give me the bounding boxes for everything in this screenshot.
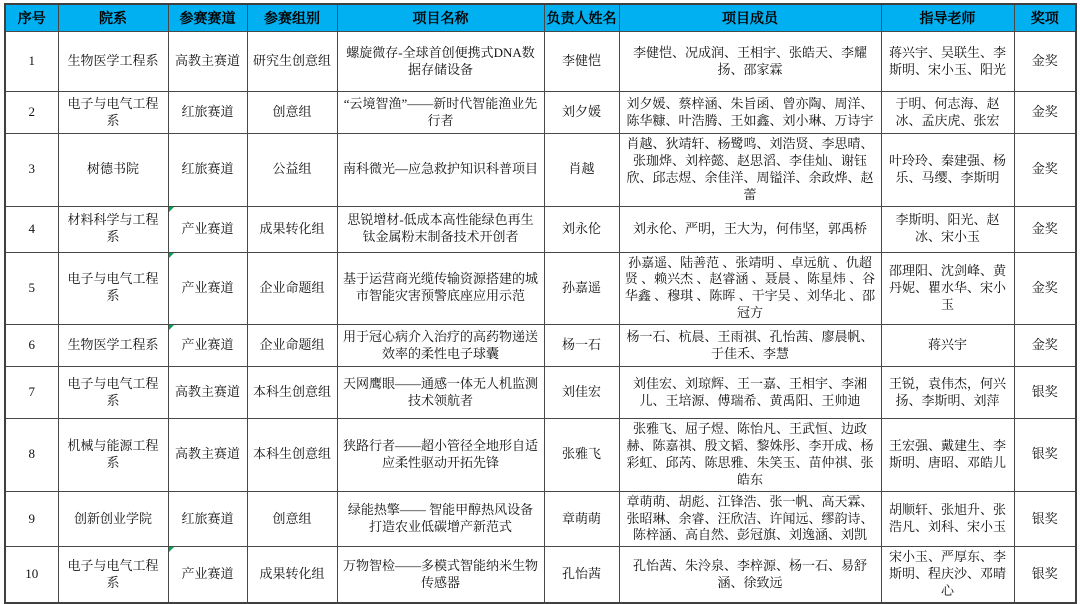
cell-award[interactable]: 银奖 [1014, 491, 1076, 547]
cell-members[interactable]: 章萌萌、胡彪、江锋浩、张一帆、高天霖、张昭琳、余睿、汪欣洁、许闻远、缪韵诗、陈梓涵、高自然、彭冠旗、刘逸涵、刘凯 [619, 491, 881, 547]
column-header-award[interactable]: 奖项 [1014, 4, 1076, 32]
cell-leader[interactable]: 张雅飞 [544, 419, 619, 492]
cell-award[interactable]: 金奖 [1014, 325, 1076, 367]
column-header-track[interactable]: 参赛赛道 [168, 4, 247, 32]
cell-leader[interactable]: 孙嘉遥 [544, 252, 619, 325]
cell-advisors[interactable]: 于明、何志海、赵冰、孟庆虎、张宏 [881, 92, 1014, 134]
cell-index[interactable]: 1 [5, 32, 58, 92]
cell-index[interactable]: 7 [5, 367, 58, 419]
cell-track[interactable]: 产业赛道 [168, 252, 247, 325]
cell-leader[interactable]: 刘永伦 [544, 206, 619, 252]
table-body [5, 32, 1076, 604]
cell-track[interactable]: 高教主赛道 [168, 419, 247, 492]
cell-project[interactable]: 万物智检——多模式智能纳米生物传感器 [337, 547, 544, 603]
cell-advisors[interactable]: 李斯明、阳光、赵冰、宋小玉 [881, 206, 1014, 252]
table-row [5, 206, 1076, 252]
table-row [5, 491, 1076, 547]
cell-leader[interactable]: 章萌萌 [544, 491, 619, 547]
cell-advisors[interactable]: 叶玲玲、秦建强、杨乐、马缨、李斯明 [881, 134, 1014, 207]
table-row [5, 252, 1076, 325]
cell-group[interactable]: 企业命题组 [247, 325, 337, 367]
table-row [5, 547, 1076, 603]
cell-members[interactable]: 肖越、狄靖轩、杨鹭鸣、刘浩贤、李思晴、张珈烨、刘梓懿、赵思滔、李佳灿、谢钰欣、邱志煜、余佳洋、周镒洋、余政烨、赵蕾 [619, 134, 881, 207]
cell-track[interactable]: 高教主赛道 [168, 367, 247, 419]
cell-leader[interactable]: 孔怡茜 [544, 547, 619, 603]
cell-index[interactable]: 2 [5, 92, 58, 134]
cell-advisors[interactable]: 邵理阳、沈剑峰、黄丹妮、瞿水华、宋小玉 [881, 252, 1014, 325]
cell-group[interactable]: 创意组 [247, 92, 337, 134]
cell-group[interactable]: 本科生创意组 [247, 419, 337, 492]
cell-award[interactable]: 金奖 [1014, 92, 1076, 134]
cell-department[interactable]: 生物医学工程系 [58, 32, 168, 92]
cell-members[interactable]: 刘永伦、严明，王大为，何伟坚，郭禹桥 [619, 206, 881, 252]
column-header-members[interactable]: 项目成员 [619, 4, 881, 32]
cell-project[interactable]: “云境智渔”——新时代智能渔业先行者 [337, 92, 544, 134]
cell-award[interactable]: 金奖 [1014, 206, 1076, 252]
table-row [5, 134, 1076, 207]
cell-group[interactable]: 创意组 [247, 491, 337, 547]
table-row [5, 92, 1076, 134]
comment-indicator-icon [169, 253, 174, 258]
cell-members[interactable]: 李健恺、况成润、王相宇、张皓天、李耀扬、邵家霖 [619, 32, 881, 92]
cell-leader[interactable]: 杨一石 [544, 325, 619, 367]
cell-department[interactable]: 材料科学与工程系 [58, 206, 168, 252]
cell-advisors[interactable]: 蒋兴宇 [881, 325, 1014, 367]
cell-track[interactable]: 红旅赛道 [168, 491, 247, 547]
cell-department[interactable]: 电子与电气工程系 [58, 367, 168, 419]
award-table [4, 3, 1077, 604]
comment-indicator-icon [169, 207, 174, 212]
cell-track[interactable]: 红旅赛道 [168, 134, 247, 207]
column-header-advisors[interactable]: 指导老师 [881, 4, 1014, 32]
cell-department[interactable]: 电子与电气工程系 [58, 547, 168, 603]
cell-project[interactable]: 南科微光—应急救护知识科普项目 [337, 134, 544, 207]
cell-project[interactable]: 狭路行者——超小管径全地形自适应柔性驱动开拓先锋 [337, 419, 544, 492]
column-header-group[interactable]: 参赛组别 [247, 4, 337, 32]
cell-project[interactable]: 天网鹰眼——通感一体无人机监测技术领航者 [337, 367, 544, 419]
column-header-department[interactable]: 院系 [58, 4, 168, 32]
cell-index[interactable]: 5 [5, 252, 58, 325]
cell-leader[interactable]: 刘佳宏 [544, 367, 619, 419]
cell-project[interactable]: 用于冠心病介入治疗的高药物递送效率的柔性电子球囊 [337, 325, 544, 367]
header-row [5, 4, 1076, 32]
table-row [5, 419, 1076, 492]
cell-project[interactable]: 基于运营商光缆传输资源搭建的城市智能灾害预警底座应用示范 [337, 252, 544, 325]
table-row [5, 325, 1076, 367]
cell-project[interactable]: 绿能热擎—— 智能甲醇热风设备打造农业低碳增产新范式 [337, 491, 544, 547]
cell-advisors[interactable]: 蒋兴宇、吴联生、李斯明、宋小玉、阳光 [881, 32, 1014, 92]
cell-group[interactable]: 企业命题组 [247, 252, 337, 325]
cell-track[interactable]: 红旅赛道 [168, 92, 247, 134]
cell-track[interactable]: 产业赛道 [168, 206, 247, 252]
cell-index[interactable]: 6 [5, 325, 58, 367]
cell-department[interactable]: 电子与电气工程系 [58, 92, 168, 134]
cell-advisors[interactable]: 王锐，袁伟杰，何兴扬、李斯明、刘萍 [881, 367, 1014, 419]
cell-award[interactable]: 银奖 [1014, 419, 1076, 492]
cell-award[interactable]: 金奖 [1014, 134, 1076, 207]
cell-members[interactable]: 刘佳宏、刘琼辉、王一嘉、王相宇、李湘儿、王培源、傅瑞希、黄禹阳、王帅迪 [619, 367, 881, 419]
cell-members[interactable]: 刘夕媛、蔡梓涵、朱旨函、曾亦陶、周洋、陈华糠、叶浩腾、王如鑫、刘小琳、万诗宇 [619, 92, 881, 134]
cell-department[interactable]: 生物医学工程系 [58, 325, 168, 367]
cell-award[interactable]: 银奖 [1014, 367, 1076, 419]
cell-index[interactable]: 3 [5, 134, 58, 207]
cell-award[interactable]: 金奖 [1014, 32, 1076, 92]
cell-group[interactable]: 成果转化组 [247, 206, 337, 252]
cell-project[interactable]: 螺旋微存-全球首创便携式DNA数据存储设备 [337, 32, 544, 92]
cell-index[interactable]: 4 [5, 206, 58, 252]
cell-department[interactable]: 机械与能源工程系 [58, 419, 168, 492]
cell-group[interactable]: 成果转化组 [247, 547, 337, 603]
cell-members[interactable]: 张雅飞、屈子煜、陈怡凡、王武恒、边政赫、陈嘉祺、殷文韬、黎姝彤、李开成、杨彩虹、邱芮、陈思雅、朱笑玉、苗仲祺、张皓东 [619, 419, 881, 492]
table-row [5, 32, 1076, 92]
column-header-index[interactable]: 序号 [5, 4, 58, 32]
cell-members[interactable]: 孔怡茜、朱泠泉、李梓源、杨一石、易舒涵、徐致远 [619, 547, 881, 603]
table-header [5, 4, 1076, 32]
cell-track[interactable]: 产业赛道 [168, 325, 247, 367]
cell-leader[interactable]: 李健恺 [544, 32, 619, 92]
cell-index[interactable]: 8 [5, 419, 58, 492]
cell-advisors[interactable]: 宋小玉、严厚东、李斯明、程庆沙、邓晴心 [881, 547, 1014, 603]
cell-department[interactable]: 电子与电气工程系 [58, 252, 168, 325]
cell-department[interactable]: 树德书院 [58, 134, 168, 207]
column-header-project[interactable]: 项目名称 [337, 4, 544, 32]
column-header-leader[interactable]: 负责人姓名 [544, 4, 619, 32]
comment-indicator-icon [169, 325, 174, 330]
cell-index[interactable]: 10 [5, 547, 58, 603]
cell-advisors[interactable]: 胡顺轩、张旭升、张浩凡、刘科、宋小玉 [881, 491, 1014, 547]
cell-leader[interactable]: 肖越 [544, 134, 619, 207]
cell-track[interactable]: 产业赛道 [168, 547, 247, 603]
cell-members[interactable]: 孙嘉遥、陆善范 、张靖明 、卓远航 、仇超贤 、赖兴杰 、赵睿涵 、聂晨 、陈星炜 、谷华鑫 、穆琪 、陈晖 、干宇吴 、刘华北 、邵冠方 [619, 252, 881, 325]
comment-indicator-icon [169, 547, 174, 552]
cell-award[interactable]: 银奖 [1014, 547, 1076, 603]
cell-group[interactable]: 研究生创意组 [247, 32, 337, 92]
cell-group[interactable]: 本科生创意组 [247, 367, 337, 419]
cell-leader[interactable]: 刘夕媛 [544, 92, 619, 134]
cell-members[interactable]: 杨一石、杭晨、王雨祺、孔怡茜、廖晨帆、于佳禾、李慧 [619, 325, 881, 367]
cell-award[interactable]: 金奖 [1014, 252, 1076, 325]
cell-track[interactable]: 高教主赛道 [168, 32, 247, 92]
cell-advisors[interactable]: 王宏强、戴建生、李斯明、唐昭、邓皓儿 [881, 419, 1014, 492]
cell-department[interactable]: 创新创业学院 [58, 491, 168, 547]
cell-project[interactable]: 思锐增材-低成本高性能绿色再生钛金属粉末制备技术开创者 [337, 206, 544, 252]
table-row [5, 367, 1076, 419]
cell-group[interactable]: 公益组 [247, 134, 337, 207]
cell-index[interactable]: 9 [5, 491, 58, 547]
